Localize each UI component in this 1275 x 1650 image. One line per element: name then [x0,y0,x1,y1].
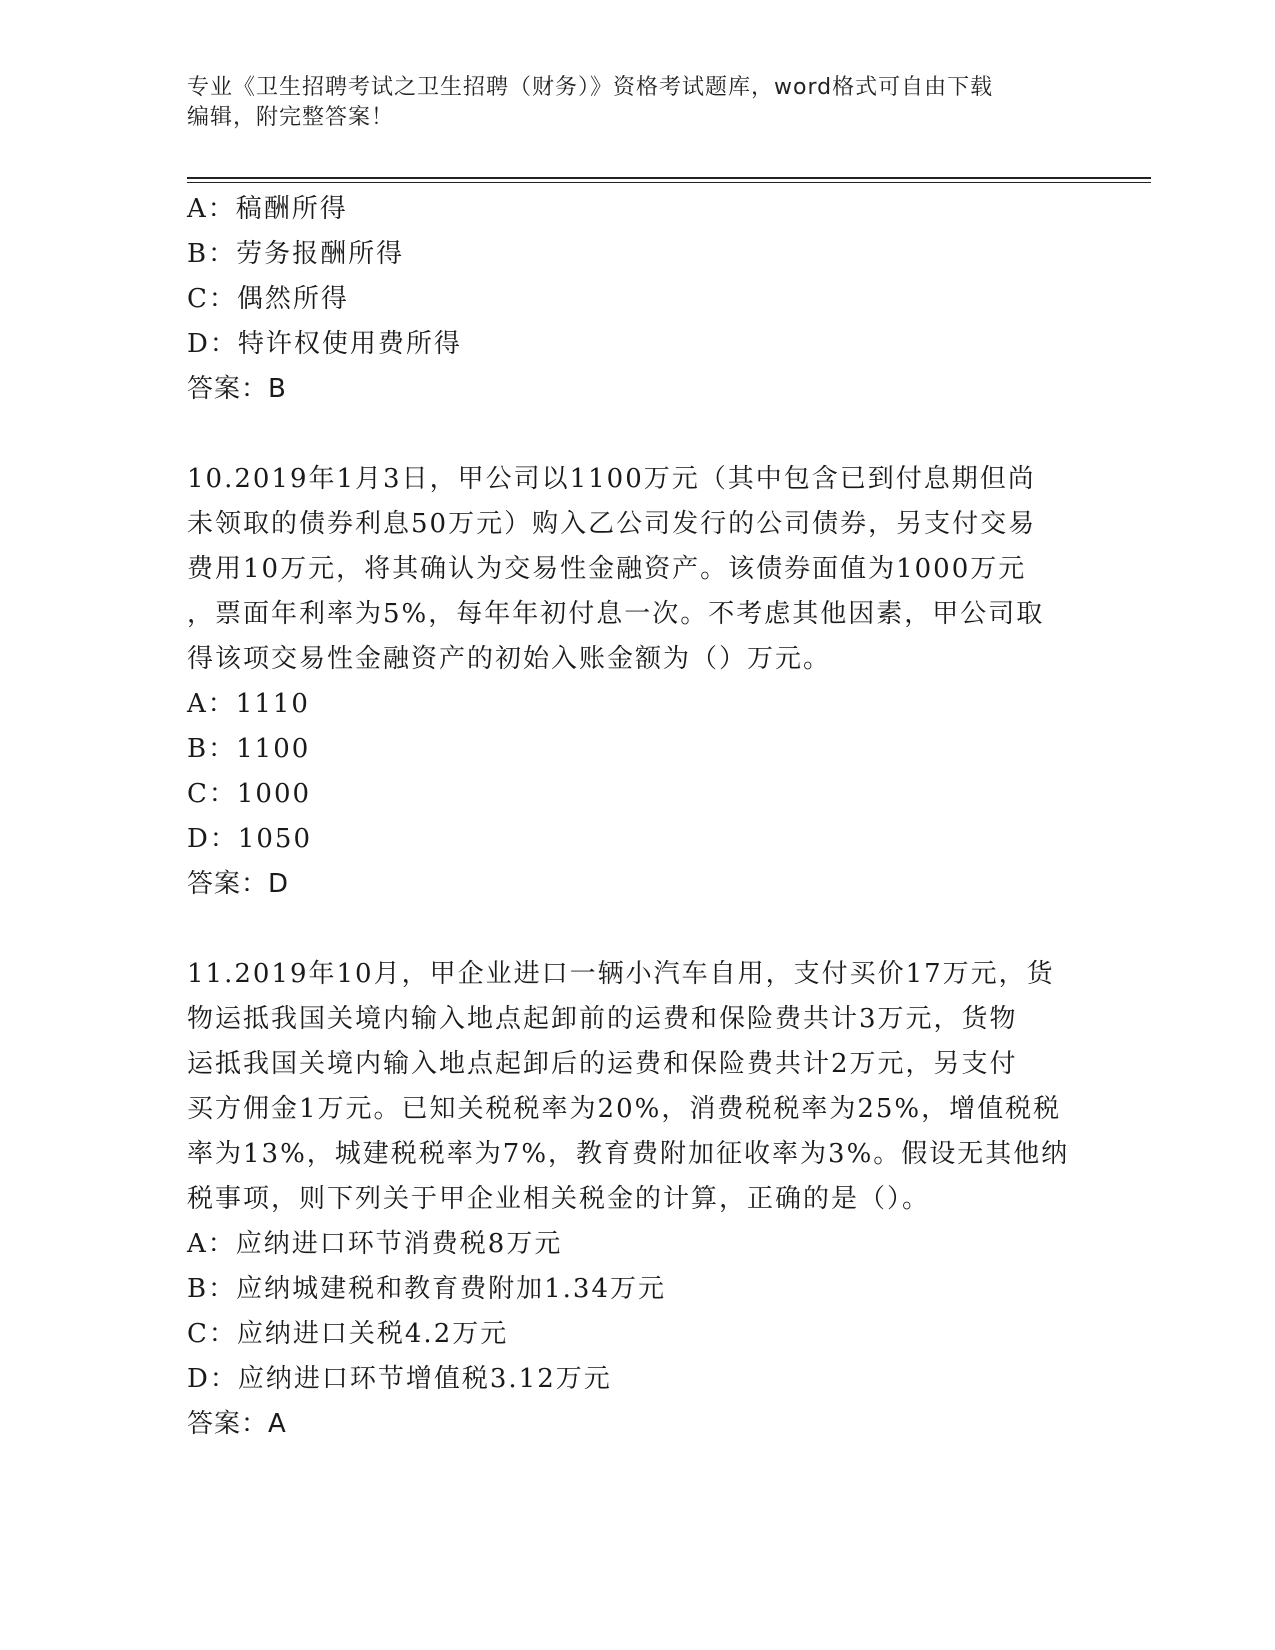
question-10-answer: 答案：D [187,869,290,899]
stem-line: 11.2019年10月，甲企业进口一辆小汽车自用，支付买价17万元，货 [187,959,1055,989]
stem-line: 物运抵我国关境内输入地点起卸前的运费和保险费共计3万元，货物 [187,1004,1018,1034]
stem-line: 得该项交易性金融资产的初始入账金额为（）万元。 [187,644,832,674]
question-11-answer: 答案：A [187,1409,287,1439]
stem-line: 费用10万元，将其确认为交易性金融资产。该债券面值为1000万元 [187,554,1027,584]
header-divider-thin [187,182,1151,183]
header-line-2: 编辑，附完整答案！ [187,105,395,130]
option-c: C：偶然所得 [187,284,349,314]
stem-line: 运抵我国关境内输入地点起卸后的运费和保险费共计2万元，另支付 [187,1049,1018,1079]
option-b: B：劳务报酬所得 [187,239,405,269]
stem-line: 10.2019年1月3日，甲公司以1100万元（其中包含已到付息期但尚 [187,464,1036,494]
stem-line: 税事项，则下列关于甲企业相关税金的计算，正确的是（）。 [187,1184,931,1214]
stem-line: 率为13%，城建税税率为7%，教育费附加征收率为3%。假设无其他纳 [187,1139,1070,1169]
question-9-options [187,187,1087,367]
question-11-options [187,1222,1087,1402]
header-line-1: 专业《卫生招聘考试之卫生招聘（财务）》资格考试题库，word格式可自由下载 [187,75,994,100]
question-11-stem [187,952,1087,1222]
option-b: B：1100 [187,734,311,764]
page-header [187,73,1107,133]
option-d: D：1050 [187,824,313,854]
spacer [187,412,1087,457]
spacer [187,907,1087,952]
option-b: B：应纳城建税和教育费附加1.34万元 [187,1274,666,1304]
stem-line: 未领取的债券利息50万元）购入乙公司发行的公司债券，另支付交易 [187,509,1037,539]
header-divider-thick [187,177,1151,179]
option-d: D：应纳进口环节增值税3.12万元 [187,1364,612,1394]
option-a: A：应纳进口环节消费税8万元 [187,1229,563,1259]
question-9-answer: 答案：B [187,374,287,404]
option-a: A：稿酬所得 [187,194,348,224]
option-a: A：1110 [187,689,310,719]
stem-line: ，票面年利率为5%，每年年初付息一次。不考虑其他因素，甲公司取 [187,599,1045,629]
stem-line: 买方佣金1万元。已知关税税率为20%，消费税税率为25%，增值税税 [187,1094,1062,1124]
question-content [187,187,1087,1447]
question-10-stem [187,457,1087,682]
option-c: C：应纳进口关税4.2万元 [187,1319,509,1349]
question-10-options [187,682,1087,862]
option-d: D：特许权使用费所得 [187,329,462,359]
option-c: C：1000 [187,779,312,809]
